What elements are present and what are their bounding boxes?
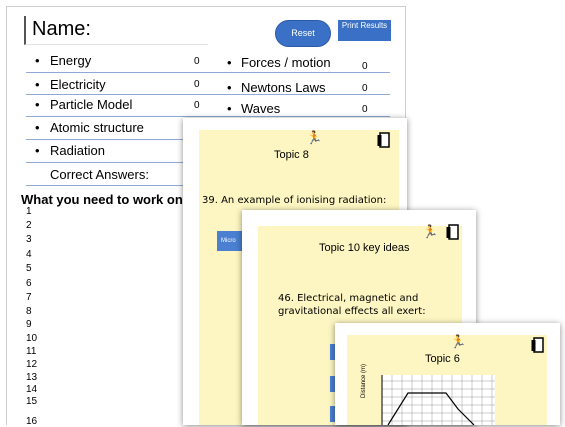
distance-time-graph [368,373,498,425]
score-particle-model: 0 [194,100,200,111]
correct-answers-label: Correct Answers: [50,167,149,182]
card-title: Topic 6 [425,353,460,365]
list-number: 9 [26,319,32,330]
reset-button[interactable]: Reset [275,20,331,47]
name-label: Name: [32,18,91,40]
list-number: 6 [26,278,32,289]
card-question: 39. An example of ionising radiation: [202,195,387,206]
bullet: • [35,53,40,68]
answer-button[interactable]: Micro [217,231,249,251]
list-number: 11 [26,346,37,357]
score-newtons-laws: 0 [362,83,368,94]
running-person-icon[interactable]: 🏃 [450,334,467,349]
bullet: • [35,143,40,158]
list-number: 8 [26,306,32,317]
work-on-heading: What you need to work on [21,192,183,207]
topic-forces-motion: Forces / motion [241,55,331,70]
bullet: • [227,101,232,116]
question-card-topic-6[interactable] [335,323,560,425]
list-number: 2 [26,220,32,231]
exit-door-icon[interactable] [446,224,459,240]
row-divider [26,72,390,73]
list-number: 3 [26,234,32,245]
running-person-icon[interactable]: 🏃 [306,130,323,145]
list-number: 12 [26,359,38,370]
score-electricity: 0 [194,79,200,90]
topic-particle-model: Particle Model [50,97,133,112]
topic-newtons-laws: Newtons Laws [241,80,326,95]
running-person-icon[interactable]: 🏃 [422,224,439,239]
list-number: 10 [26,333,38,344]
topic-electricity: Electricity [50,77,106,92]
topic-atomic-structure: Atomic structure [50,120,144,135]
bullet: • [227,80,232,95]
list-number: 1 [26,206,32,217]
print-results-button[interactable]: Print Results [338,20,391,41]
topic-radiation: Radiation [50,143,105,158]
list-number: 13 [26,372,38,383]
row-divider [26,94,390,95]
card-question: 46. Electrical, magnetic and gravitational effects all exert: [278,293,426,317]
list-number: 15 [26,396,38,407]
row-divider [26,116,390,117]
topic-waves: Waves [241,101,281,116]
score-forces-motion: 0 [362,61,368,72]
exit-door-icon[interactable] [377,132,390,148]
bullet: • [35,97,40,112]
score-energy: 0 [194,56,200,67]
bullet: • [35,120,40,135]
bullet: • [35,77,40,92]
topic-energy: Energy [50,53,92,68]
list-number: 7 [26,292,32,303]
graph-axis-label: Distance (m) [361,363,367,398]
card-title: Topic 10 key ideas [319,242,410,254]
list-number: 5 [26,263,32,274]
list-number: 14 [26,384,38,395]
exit-door-icon[interactable] [531,337,544,353]
list-number: 4 [26,249,32,260]
card-title: Topic 8 [274,149,309,161]
bullet: • [227,55,232,70]
list-number: 16 [26,416,38,427]
score-waves: 0 [362,104,368,115]
